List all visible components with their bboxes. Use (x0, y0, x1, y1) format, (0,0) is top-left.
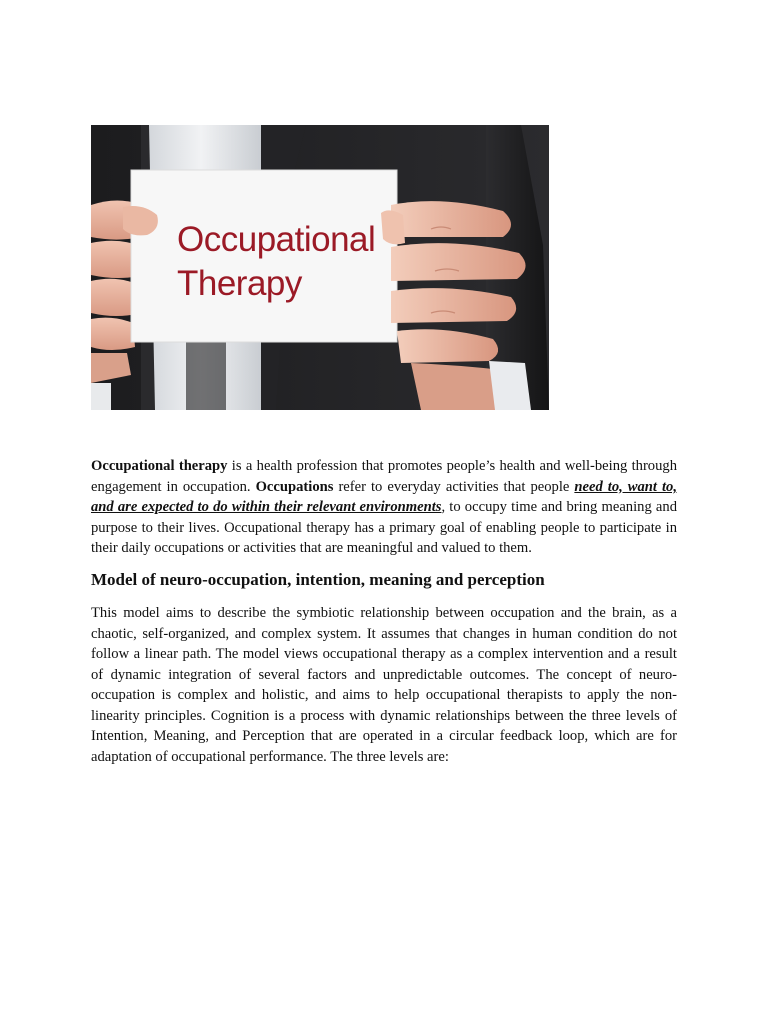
term-occupational-therapy: Occupational therapy (91, 458, 228, 474)
emphasis-phrase: need to, want to, and are expected to do within their relevant environments (91, 478, 677, 515)
section-heading: Model of neuro-occupation, intention, meaning and perception (91, 570, 545, 589)
intro-text-3: , to occupy time and bring meaning and purpose to their lives. Occupational therapy has a primary goal of enabling people to participate in their daily occupations or activities that are meaningful and valued to them. (91, 499, 677, 556)
intro-text-1: is a health profession that promotes people’s health and well-being through engagement in occupation. (91, 458, 677, 495)
occupational-therapy-photo (91, 125, 678, 410)
term-occupations: Occupations (255, 478, 334, 495)
card-line-2: Therapy (177, 264, 302, 303)
model-paragraph: This model aims to describe the symbiotic relationship between occupation and the brain, as a chaotic, self-organized, and complex system. It assumes that changes in human condition do not follow a linear path. The model views occupational therapy as a complex intervention and a result of dynamic integration of several factors and unpredictable outcomes. The concept of neuro-occupation is complex and holistic, and aims to help occupational therapists to apply the non-linearity principles. Cognition is a process with dynamic relationships between the three levels of Intention, Meaning, and Perception that are operated in a circular feedback loop, which are for adaptation of occupational performance. The three levels are: (91, 605, 677, 765)
intro-paragraph (91, 456, 677, 559)
intro-text-2: refer to everyday activities that people (333, 478, 575, 495)
card-line-1: Occupational (177, 220, 376, 259)
